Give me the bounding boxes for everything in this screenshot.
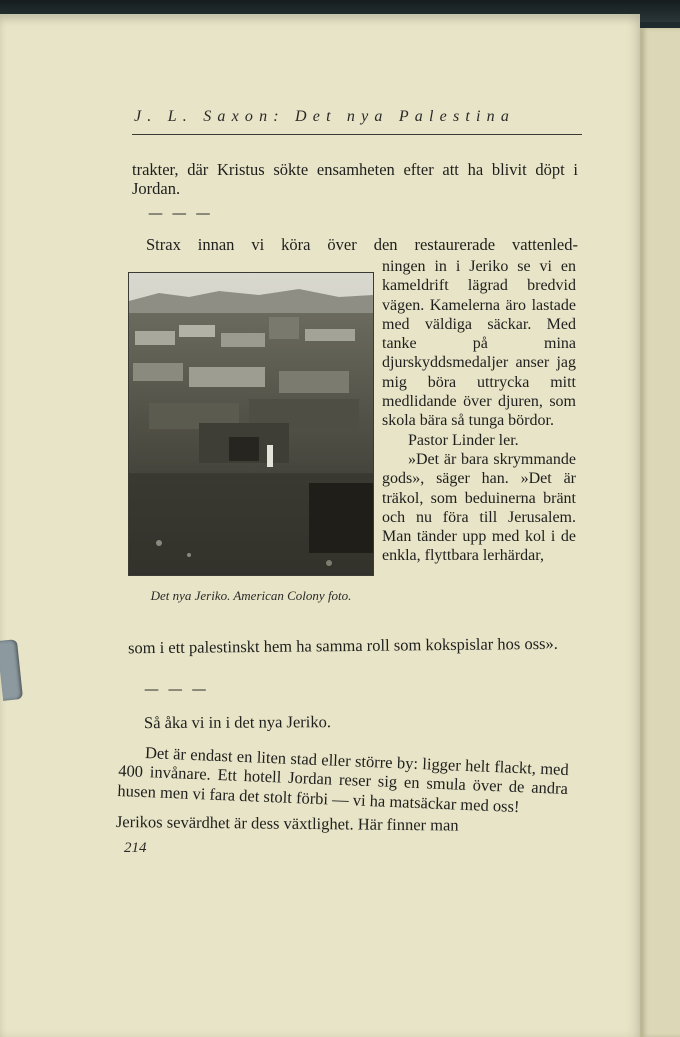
page-number: 214: [124, 840, 147, 856]
paragraph-intro: trakter, där Kristus sökte ensamheten efter att ha blivit döpt i Jordan.: [132, 160, 578, 199]
wrapped-text-column: [382, 257, 576, 566]
photo-caption: Det nya Jeriko. American Colony foto.: [150, 588, 352, 603]
paragraph-kokspislar-tail: som i ett palestinskt hem ha samma roll som kokspislar hos oss».: [127, 633, 558, 658]
paragraph-vegetation: Jerikos sevärdhet är dess växtlighet. Här finner man: [115, 812, 459, 835]
paragraph-kameldrift-first-line: Strax innan vi köra över den restaurerade vattenled-: [146, 235, 578, 254]
header-rule: [132, 134, 582, 135]
photo-jeriko: [128, 272, 374, 576]
running-head: J. L. Saxon: Det nya Palestina: [134, 108, 516, 125]
paragraph-pastor: Pastor Linder ler.: [408, 431, 519, 449]
paragraph-kameldrift: ningen in i Jeriko se vi en kameldrift lägrad bredvid vägen. Kamelerna äro lastade med väldiga säckar. Med tanke på mina djurskyddsmedaljer anser jag mig böra uttrycka mitt medlidande över djuren, som skola bära så tunga bördor.: [382, 258, 576, 430]
village-photo-illustration: [129, 273, 373, 575]
paragraph-skrymmande: »Det är bara skrymmande gods», säger han. »Det är träkol, som beduinerna bränt och nu föra till Jerusalem. Man tänder upp med kol i de enkla, flyttbara lerhärdar,: [382, 450, 576, 565]
paragraph-town-text: Det är endast en liten stad eller större by: ligger helt flackt, med 400 invånare. Ett hotell Jordan reser sig en smula över de andra husen men vi fara det stolt förbi — vi ha matsäckar med oss!: [117, 743, 570, 816]
section-separator-2: — — —: [144, 680, 209, 698]
paragraph-jeriko-arrival: Så åka vi in i det nya Jeriko.: [143, 712, 332, 733]
facing-page-edge: [640, 28, 680, 1037]
section-separator: — — —: [148, 204, 213, 222]
